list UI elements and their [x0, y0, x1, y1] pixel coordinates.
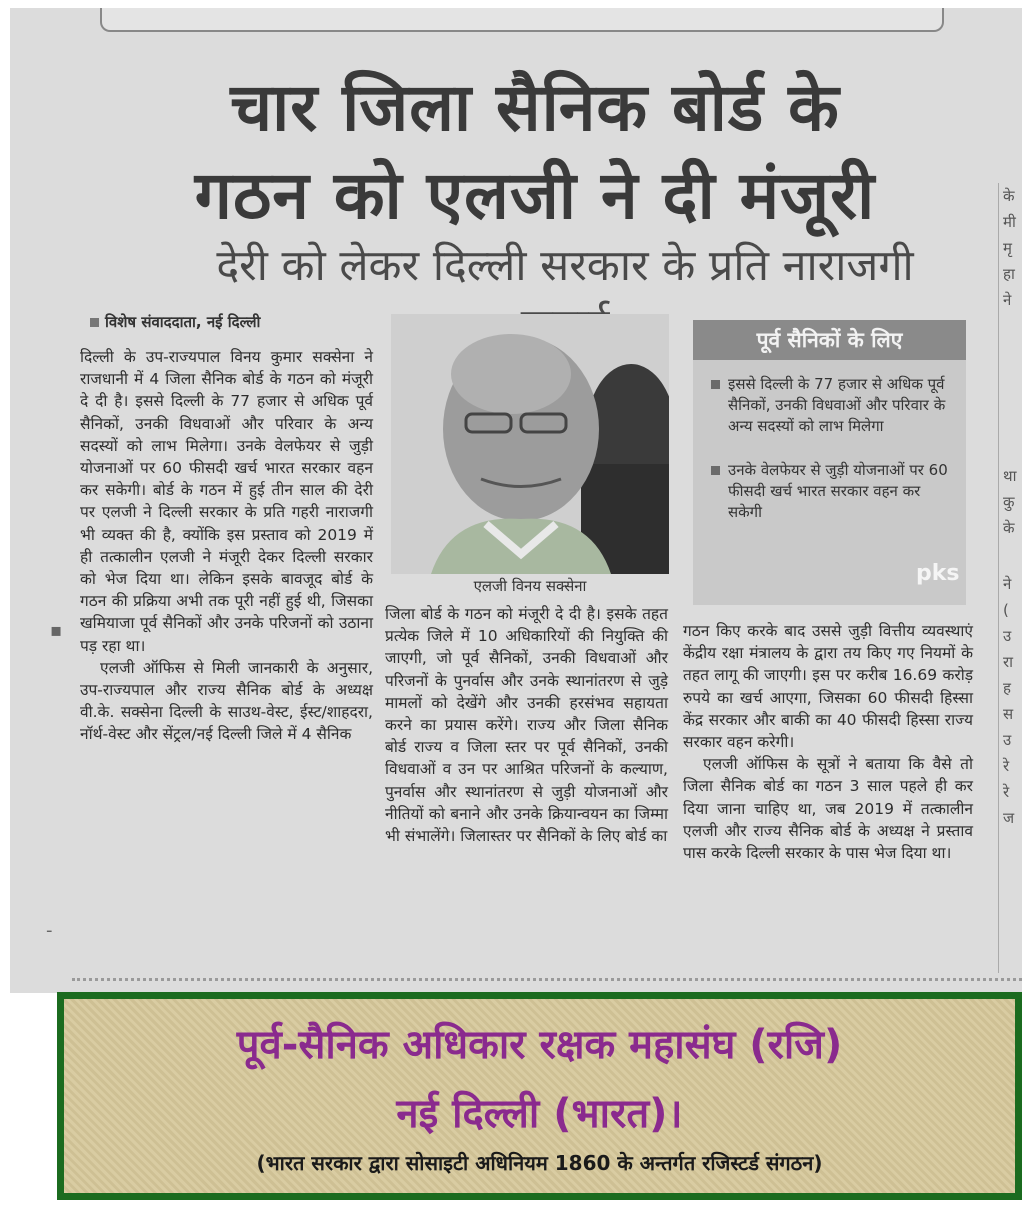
byline	[90, 312, 260, 332]
sidebox-item	[711, 460, 949, 523]
sidebox-title: पूर्व सैनिकों के लिए	[693, 320, 966, 360]
sidebox-item-text: उनके वेलफेयर से जुड़ी योजनाओं पर 60 फीसदी खर्च भारत सरकार वहन कर सकेगी	[728, 461, 948, 521]
paragraph: एलजी ऑफिस से मिली जानकारी के अनुसार, उप-राज्यपाल और राज्य सैनिक बोर्ड के अध्यक्ष वी.के. सक्सेना दिल्ली के साउथ-वेस्ट, ईस्ट/शाहदरा, नॉर्थ-वेस्ट और सेंट्रल/नई दिल्ली जिले में 4 सैनिक	[80, 658, 373, 744]
photo-caption: एलजी विनय सक्सेना	[473, 577, 587, 595]
bullet-square-icon	[711, 380, 720, 389]
fragment-text: (	[1003, 601, 1009, 619]
article-column-1	[80, 346, 373, 746]
byline-text: विशेष संवाददाता, नई दिल्ली	[105, 313, 261, 331]
bullet-square-icon	[90, 318, 99, 327]
fragment-text: ह	[1003, 679, 1011, 697]
dash-mark: -	[46, 920, 53, 941]
watermark: pks	[916, 561, 960, 586]
fragment-text: रा	[1003, 653, 1014, 671]
fragment-text: उ	[1003, 731, 1012, 749]
banner-registration: (भारत सरकार द्वारा सोसाइटी अधिनियम 1860 के अन्तर्गत रजिस्टर्ड संगठन)	[256, 1151, 823, 1175]
fragment-text: के	[1003, 187, 1015, 205]
adjacent-article-fragment	[998, 183, 1022, 973]
fragment-text: मी	[1003, 213, 1016, 231]
paragraph: दिल्ली के उप-राज्यपाल विनय कुमार सक्सेना ने राजधानी में 4 जिला सैनिक बोर्ड के गठन को मंजूरी दे दी है। इससे दिल्ली के 77 हजार से अधिक पूर्व सैनिकों, उनकी विधवाओं और परिवार के अन्य सदस्यों को लाभ मिलेगा। उनके वेलफेयर से जुड़ी योजनाओं पर 60 फीसदी खर्च भारत सरकार वहन कर सकेगी। बोर्ड के गठन में हुई तीन साल की देरी पर एलजी ने दिल्ली सरकार के प्रति गहरी नाराजगी भी व्यक्त की है, क्योंकि इस प्रस्ताव को 2019 में ही तत्कालीन एलजी ने मंजूरी देकर दिल्ली सरकार को भेज दिया था। लेकिन इसके बावजूद बोर्ड के गठन की प्रक्रिया अभी तक पूरी नहीं हुई थी, जिसका खमियाजा पूर्व सैनिकों और उनके परिजनों को उठाना पड़ रहा था।	[80, 348, 373, 655]
fragment-text: रे	[1003, 783, 1010, 801]
paragraph: एलजी ऑफिस के सूत्रों ने बताया कि वैसे तो जिला सैनिक बोर्ड का गठन 3 साल पहले ही कर दिया जाना चाहिए था, जब 2019 में तत्कालीन एलजी और राज्य सैनिक बोर्ड के अध्यक्ष ने प्रस्ताव पास करके दिल्ली सरकार के पास भेज दिया था।	[683, 755, 973, 863]
headline-line-1: चार जिला सैनिक बोर्ड के	[230, 69, 840, 146]
headline-line-2: गठन को एलजी ने दी मंजूरी	[194, 157, 876, 234]
newspaper-clipping	[10, 8, 1022, 993]
previous-article-edge	[100, 8, 944, 32]
article-column-2	[385, 603, 668, 847]
fragment-text: स	[1003, 705, 1014, 723]
sidebox-item-text: इससे दिल्ली के 77 हजार से अधिक पूर्व सैनिकों, उनकी विधवाओं और परिवार के अन्य सदस्यों को लाभ मिलेगा	[728, 375, 946, 435]
organization-banner	[57, 992, 1022, 1200]
fragment-text: मृ	[1003, 239, 1012, 257]
sidebox-item	[711, 374, 949, 437]
dotted-rule	[72, 978, 1022, 981]
fragment-text: कु	[1003, 493, 1015, 511]
article-column-3	[683, 620, 973, 864]
fragment-text: ने	[1003, 291, 1012, 309]
banner-panel	[64, 999, 1015, 1193]
banner-location: नई दिल्ली (भारत)।	[396, 1091, 683, 1137]
portrait-photo	[391, 314, 669, 574]
portrait-illustration	[391, 314, 669, 574]
fragment-text: हा	[1003, 265, 1015, 283]
paragraph: जिला बोर्ड के गठन को मंजूरी दे दी है। इसके तहत प्रत्येक जिले में 10 अधिकारियों की नियुक्ति की जाएगी, जो पूर्व सैनिकों, उनकी विधवाओं और परिजनों के पुनर्वास और उनके स्थानांतरण से जुड़े मामलों को देखेंगे और उनकी हरसंभव सहायता करने का प्रयास करेंगे। राज्य और जिला सैनिक बोर्ड राज्य व जिला स्तर पर पूर्व सैनिकों, उनकी विधवाओं व उन पर आश्रित परिजनों के कल्याण, पुनर्वास और स्थानांतरण से जुड़ी योजनाओं और नीतियों को बनाने और उनके क्रियान्वयन का जिम्मा भी संभालेंगे। जिलास्तर पर सैनिकों के लिए बोर्ड का	[385, 605, 668, 846]
banner-title: पूर्व-सैनिक अधिकार रक्षक महासंघ (रजि)	[236, 1022, 843, 1068]
subheadline: देरी को लेकर दिल्ली सरकार के प्रति नाराजगी	[216, 241, 914, 291]
fragment-text: रे	[1003, 757, 1010, 775]
dash-mark: ▪	[50, 620, 63, 641]
fragment-text: उ	[1003, 627, 1012, 645]
paragraph: गठन किए करके बाद उससे जुड़ी वित्तीय व्यवस्थाएं केंद्रीय रक्षा मंत्रालय के द्वारा तय किए गए नियमों के तहत लागू की जाएगी। इस पर करीब 16.69 करोड़ रुपये का खर्च आएगा, जिसका 60 फीसदी हिस्सा केंद्र सरकार और बाकी का 40 फीसदी हिस्सा राज्य सरकार वहन करेगी।	[683, 622, 973, 752]
fragment-text: ने	[1003, 575, 1012, 593]
fragment-text: था	[1003, 467, 1017, 485]
fragment-text: के	[1003, 519, 1015, 537]
fragment-text: ज	[1003, 809, 1015, 827]
bullet-square-icon	[711, 466, 720, 475]
